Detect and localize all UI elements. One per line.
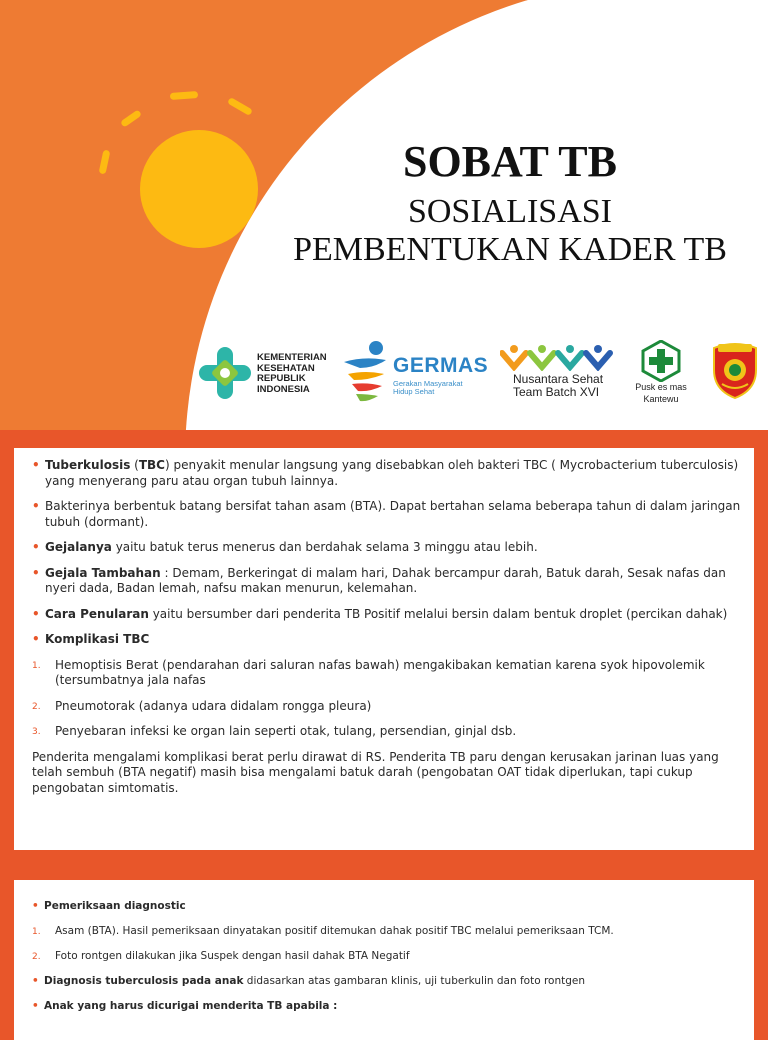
subtitle-line: SOSIALISASI xyxy=(407,193,613,230)
germas-tagline xyxy=(393,380,463,397)
item-text: ( xyxy=(130,458,139,472)
bold-term: Anak yang harus dicurigai menderita TB apabila : xyxy=(44,1000,338,1012)
sun-icon xyxy=(140,130,258,248)
tbc-info-content xyxy=(32,458,744,796)
kemenkes-emblem-icon xyxy=(195,343,255,403)
list-item xyxy=(32,458,744,489)
bold-term: Komplikasi TBC xyxy=(45,632,150,646)
regional-shield-icon xyxy=(710,340,760,400)
sun-ray-icon xyxy=(227,97,253,116)
kemenkes-logo xyxy=(195,343,325,403)
numbered-item xyxy=(32,724,744,740)
numbered-item xyxy=(32,949,744,963)
sun-ray-icon xyxy=(170,91,198,100)
logo-text-line: Pusk es mas xyxy=(635,382,687,392)
item-text: Penyebaran infeksi ke organ lain seperti otak, tulang, persendian, ginjal dsb. xyxy=(55,724,517,738)
bold-term: TBC xyxy=(138,458,165,472)
logo-text-line: KESEHATAN xyxy=(257,362,315,374)
list-item xyxy=(32,607,744,623)
closing-paragraph: Penderita mengalami komplikasi berat perlu dirawat di RS. Penderita TB paru dengan kerusakan jarinan luas yang telah sembuh (BTA negatif) masih bisa mengalami batuk darah (pengobatan OAT tidak diperlukan, tapi cukup pengobatan simtomatis. xyxy=(32,749,719,795)
list-item xyxy=(32,540,744,556)
title-slide xyxy=(0,0,768,430)
item-text: Asam (BTA). Hasil pemeriksaan dinyatakan positif ditemukan dahak positif TBC melalui pemeriksaan TCM. xyxy=(55,925,614,937)
numbered-item xyxy=(32,924,744,938)
list-item xyxy=(32,999,744,1013)
number-marker: 2. xyxy=(32,952,41,962)
germas-figure-icon xyxy=(340,338,395,406)
number-marker: 1. xyxy=(32,660,41,671)
tbc-info-slide xyxy=(14,448,754,850)
diagnosis-content xyxy=(32,899,744,1024)
numbered-item xyxy=(32,658,744,689)
kemenkes-logo-text xyxy=(257,353,327,396)
slide-subtitle xyxy=(255,193,765,269)
bullet-icon: • xyxy=(32,606,40,621)
germas-wordmark: GERMAS xyxy=(393,354,489,377)
item-text: : Demam, Berkeringat di malam hari, Dahak bercampur darah, Batuk darah, Sesak nafas dan nyeri dada, Badan lemah, nafsu makan menurun, kelemahan. xyxy=(45,565,726,595)
logo-text-line: Gerakan Masyarakat xyxy=(393,379,463,388)
diagnosis-slide xyxy=(14,880,754,1040)
subtitle-line: PEMBENTUKAN KADER TB xyxy=(293,231,727,269)
list-item xyxy=(32,899,744,913)
puskesmas-cross-icon xyxy=(641,340,681,382)
logo-text-line: Team Batch XVI xyxy=(513,385,600,400)
list-item xyxy=(32,632,744,648)
logo-text-line: REPUBLIK xyxy=(257,373,306,385)
slide-title: SOBAT TB xyxy=(402,137,617,186)
bold-term: Tuberkulosis xyxy=(45,458,131,472)
item-text: didasarkan atas gambaran klinis, uji tuberkulin dan foto rontgen xyxy=(243,975,586,987)
item-text: Pneumotorak (adanya udara didalam rongga pleura) xyxy=(55,698,372,713)
item-text: ) penyakit menular langsung yang disebabkan oleh bakteri TBC ( Mycrobacterium tuberculosis) yang menyerang paru atau organ tubuh lainnya. xyxy=(45,458,739,488)
item-text: Hemoptisis Berat (pendarahan dari saluran nafas bawah) mengakibakan kematian karena syok hipovolemik (tersumbatnya jala nafas xyxy=(55,657,705,687)
bullet-icon: • xyxy=(32,565,40,580)
sun-ray-icon xyxy=(120,109,142,127)
number-marker: 2. xyxy=(32,701,41,712)
item-text: yaitu batuk terus menerus dan berdahak selama 3 minggu atau lebih. xyxy=(111,540,538,554)
bold-term: Cara Penularan xyxy=(45,606,149,621)
sun-ray-icon xyxy=(99,150,111,175)
list-item xyxy=(32,499,744,530)
logo-text-line: KEMENTERIAN xyxy=(257,352,327,363)
bullet-icon: • xyxy=(32,540,40,554)
item-text: Bakterinya berbentuk batang bersifat tahan asam (BTA). Dapat bertahan selama beberapa tahun di dalam jaringan tubuh (dormant). xyxy=(45,499,741,529)
bullet-icon: • xyxy=(32,975,39,987)
number-marker: 1. xyxy=(32,927,41,937)
list-item xyxy=(32,566,744,597)
bold-term: Gejala Tambahan xyxy=(45,565,161,580)
bullet-icon: • xyxy=(32,458,40,472)
nusantara-logo-text xyxy=(513,373,603,399)
logo-text-line: Hidup Sehat xyxy=(393,387,435,397)
logo-text-line: INDONESIA xyxy=(257,383,310,395)
bold-term: Pemeriksaan diagnostic xyxy=(44,900,186,912)
list-item xyxy=(32,974,744,988)
bold-term: Diagnosis tuberculosis pada anak xyxy=(44,975,244,987)
bullet-icon: • xyxy=(32,632,40,646)
logo-text-line: Kantewu xyxy=(643,393,679,404)
puskesmas-logo xyxy=(628,340,694,410)
logo-text-line: Nusantara Sehat xyxy=(513,372,604,386)
bullet-icon: • xyxy=(32,1000,39,1012)
puskesmas-logo-text xyxy=(628,382,694,405)
bullet-icon: • xyxy=(32,900,39,912)
nusantara-sehat-logo xyxy=(500,343,620,405)
item-text: yaitu bersumber dari penderita TB Positif melalui bersin dalam bentuk droplet (percikan dahak) xyxy=(148,606,728,621)
bold-term: Gejalanya xyxy=(45,540,112,554)
numbered-item xyxy=(32,699,744,715)
germas-logo xyxy=(340,338,489,406)
number-marker: 3. xyxy=(32,727,41,737)
nusantara-figures-icon xyxy=(500,343,615,371)
item-text: Foto rontgen dilakukan jika Suspek dengan hasil dahak BTA Negatif xyxy=(55,950,410,962)
bullet-icon: • xyxy=(32,499,40,513)
kabupaten-emblem xyxy=(710,340,760,400)
